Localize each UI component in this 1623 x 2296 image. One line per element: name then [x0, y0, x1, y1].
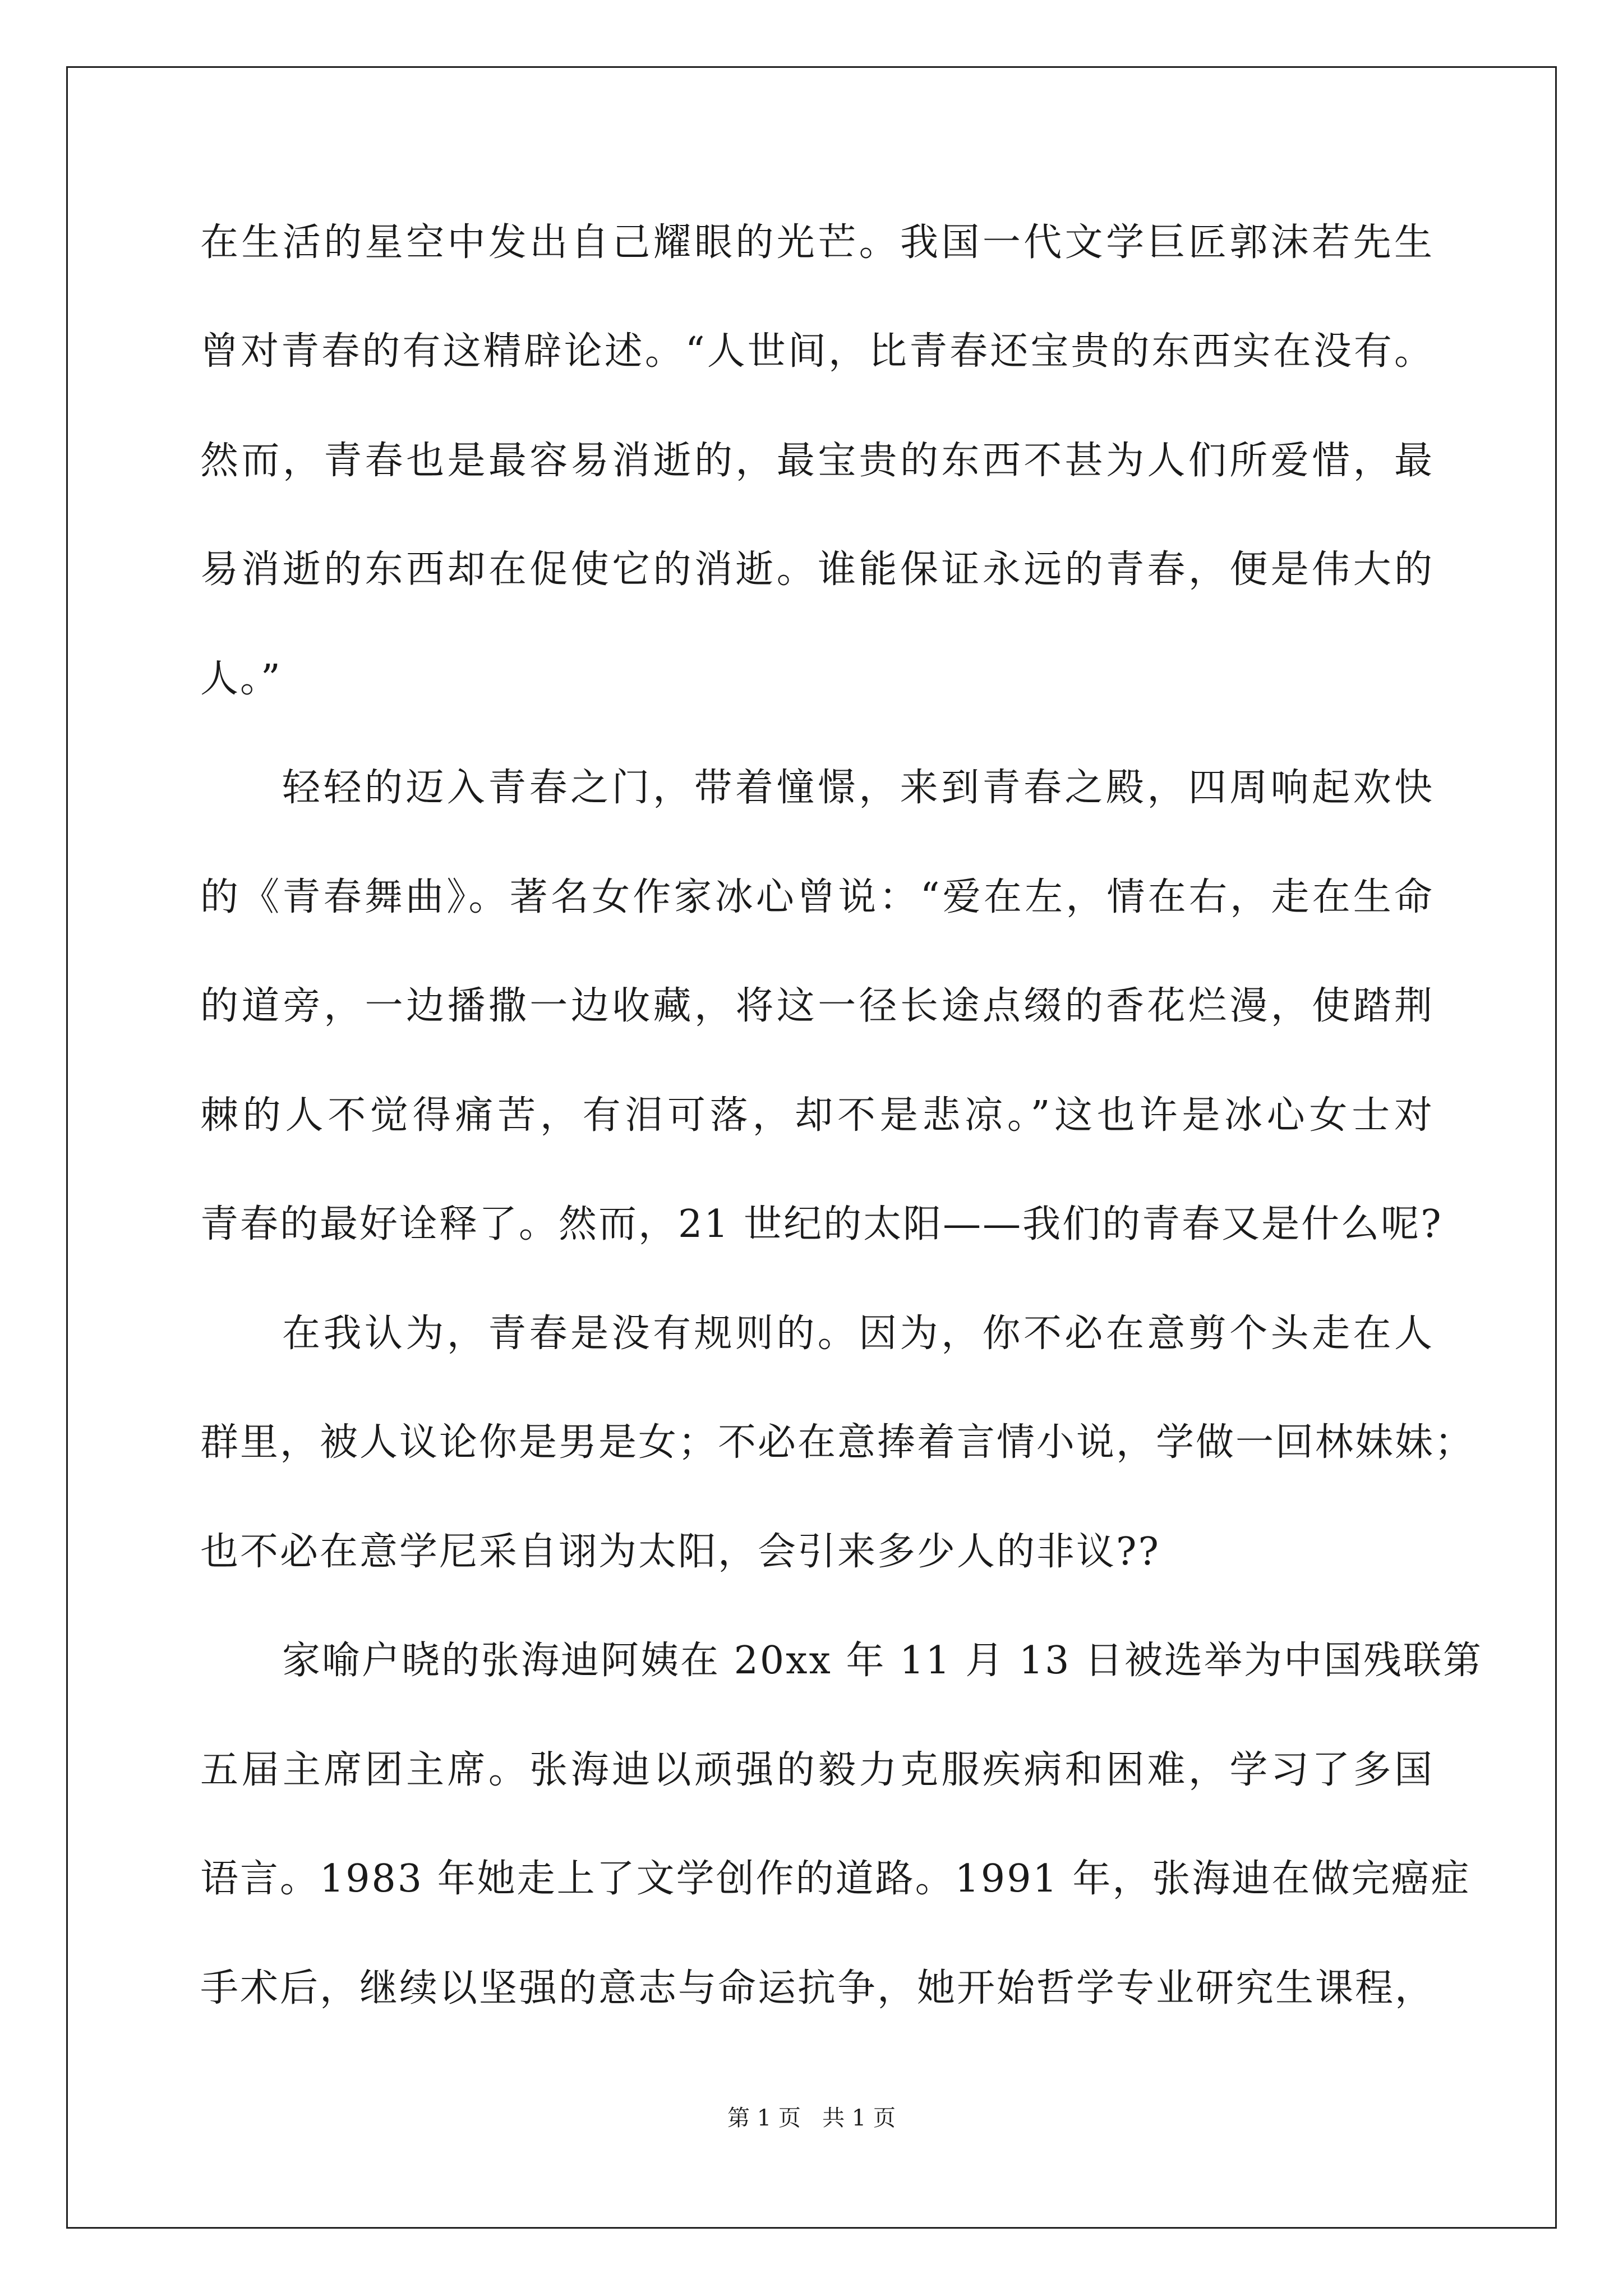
text-line: 易消逝的东西却在促使它的消逝。谁能保证永远的青春，便是伟大的 [200, 547, 1434, 592]
text-line: 五届主席团主席。张海迪以顽强的毅力克服疾病和困难，学习了多国 [200, 1748, 1434, 1792]
text-line: 也不必在意学尼采自诩为太阳，会引来多少人的非议?? [200, 1530, 1160, 1574]
text-line: 群里，被人议论你是男是女；不必在意捧着言情小说，学做一回林妹妹； [200, 1420, 1475, 1465]
text-line: 青春的最好诠释了。然而，21 世纪的太阳——我们的青春又是什么呢? [200, 1202, 1443, 1246]
text-line: 棘的人不觉得痛苦，有泪可落，却不是悲凉。”这也许是冰心女士对 [200, 1093, 1434, 1138]
text-line: 语言。1983 年她走上了文学创作的道路。1991 年，张海迪在做完癌症 [200, 1857, 1471, 1901]
text-line: 曾对青春的有这精辟论述。“人世间，比青春还宝贵的东西实在没有。 [200, 329, 1434, 374]
text-line: 手术后，继续以坚强的意志与命运抗争，她开始哲学专业研究生课程， [200, 1966, 1435, 2010]
text-line: 轻轻的迈入青春之门，带着憧憬，来到青春之殿，四周响起欢快 [282, 766, 1434, 810]
page-number-footer: 第 1 页 共 1 页 [727, 2105, 896, 2131]
text-line: 的《青春舞曲》。著名女作家冰心曾说：“爱在左，情在右，走在生命 [200, 875, 1434, 919]
text-line: 的道旁，一边播撒一边收藏，将这一径长途点缀的香花烂漫，使踏荆 [200, 984, 1434, 1028]
text-line: 在我认为，青春是没有规则的。因为，你不必在意剪个头走在人 [282, 1312, 1434, 1356]
text-line: 人。” [200, 657, 282, 701]
text-line: 家喻户晓的张海迪阿姨在 20xx 年 11 月 13 日被选举为中国残联第 [282, 1639, 1483, 1683]
text-line: 然而，青春也是最容易消逝的，最宝贵的东西不甚为人们所爱惜，最 [200, 439, 1434, 483]
text-line: 在生活的星空中发出自己耀眼的光芒。我国一代文学巨匠郭沫若先生 [200, 220, 1434, 265]
